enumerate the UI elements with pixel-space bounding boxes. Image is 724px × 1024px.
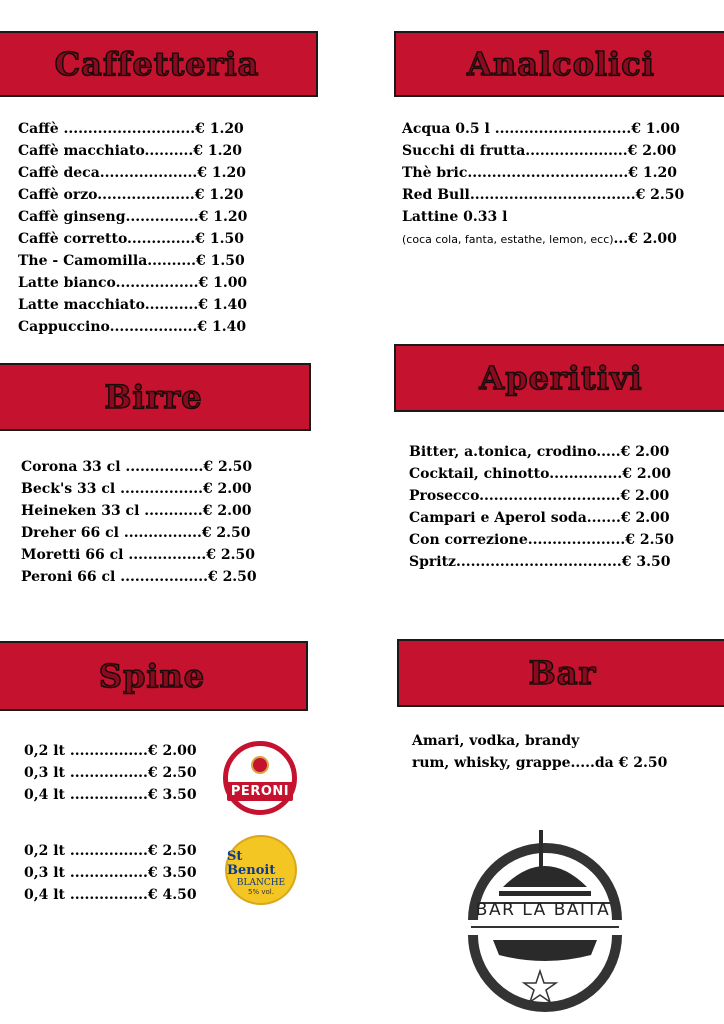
- list-item: Caffè orzo....................€ 1.20: [18, 187, 244, 203]
- stbenoit-logo-abv: 5% vol.: [248, 888, 274, 896]
- aperitivi-title: Aperitivi: [479, 359, 643, 397]
- list-item: Succhi di frutta.....................€ 2.00: [402, 143, 677, 159]
- peroni-logo-text: PERONI: [227, 782, 293, 801]
- list-item: Red Bull..................................€ 2.50: [402, 187, 685, 203]
- list-item: 0,2 lt ................€ 2.50: [24, 843, 197, 859]
- birre-banner: [0, 363, 311, 431]
- bar-list: [412, 730, 667, 774]
- aperitivi-list: [409, 441, 674, 573]
- list-item: 0,4 lt ................€ 3.50: [24, 787, 197, 803]
- list-item: 0,2 lt ................€ 2.00: [24, 743, 197, 759]
- list-item: Cocktail, chinotto...............€ 2.00: [409, 466, 672, 482]
- spine-banner: [0, 641, 308, 711]
- list-item: Peroni 66 cl ..................€ 2.50: [21, 569, 257, 585]
- list-item: 0,3 lt ................€ 2.50: [24, 765, 197, 781]
- bar-banner: [397, 639, 724, 707]
- spine-peroni-list: [24, 740, 197, 806]
- list-item: Campari e Aperol soda.......€ 2.00: [409, 510, 670, 526]
- list-item: rum, whisky, grappe.....da € 2.50: [412, 755, 668, 771]
- stbenoit-logo-name: St Benoit: [227, 849, 276, 878]
- bar-title: Bar: [528, 654, 597, 692]
- list-item: Spritz..................................€ 3.50: [409, 554, 671, 570]
- bar-la-baita-logo: [455, 825, 635, 1015]
- stbenoit-logo-sub: BLANCHE: [236, 878, 286, 888]
- list-item: [402, 228, 684, 251]
- caffetteria-title: Caffetteria: [54, 45, 260, 83]
- list-item: Thè bric.................................€ 1.20: [402, 165, 677, 181]
- list-item: Acqua 0.5 l ............................€ 1.00: [402, 121, 680, 137]
- list-item: Bitter, a.tonica, crodino.....€ 2.00: [409, 444, 670, 460]
- peroni-logo: [223, 741, 297, 815]
- caffetteria-banner: [0, 31, 318, 97]
- analcolici-title: Analcolici: [467, 45, 655, 83]
- list-item: Cappuccino..................€ 1.40: [18, 319, 247, 335]
- list-item: Caffè corretto..............€ 1.50: [18, 231, 244, 247]
- aperitivi-banner: [394, 344, 724, 412]
- list-item: Beck's 33 cl .................€ 2.00: [21, 481, 252, 497]
- list-item: Caffè ...........................€ 1.20: [18, 121, 244, 137]
- list-item: Con correzione....................€ 2.50: [409, 532, 674, 548]
- list-item: Latte macchiato...........€ 1.40: [18, 297, 248, 313]
- list-item: The - Camomilla..........€ 1.50: [18, 253, 245, 269]
- list-item: 0,4 lt ................€ 4.50: [24, 887, 197, 903]
- star-icon: [524, 971, 556, 1002]
- list-item: Heineken 33 cl ............€ 2.00: [21, 503, 252, 519]
- analcolici-banner: [394, 31, 724, 97]
- lattine-note: (coca cola, fanta, estathe, lemon, ecc): [402, 233, 614, 246]
- list-item: Caffè ginseng...............€ 1.20: [18, 209, 248, 225]
- list-item: Caffè macchiato..........€ 1.20: [18, 143, 242, 159]
- peroni-emblem-icon: [251, 756, 269, 774]
- list-item: Dreher 66 cl ................€ 2.50: [21, 525, 251, 541]
- lattine-price: ...€ 2.00: [613, 231, 677, 247]
- list-item: Prosecco.............................€ 2.00: [409, 488, 670, 504]
- list-item: Amari, vodka, brandy: [412, 733, 580, 749]
- bar-la-baita-text: BAR LA BAITA: [475, 900, 611, 920]
- caffetteria-list: [18, 118, 247, 338]
- list-item: 0,3 lt ................€ 3.50: [24, 865, 197, 881]
- birre-list: [21, 456, 257, 588]
- list-item: Latte bianco.................€ 1.00: [18, 275, 248, 291]
- list-item: Lattine 0.33 l: [402, 209, 508, 225]
- list-item: Moretti 66 cl ................€ 2.50: [21, 547, 256, 563]
- birre-title: Birre: [104, 378, 203, 416]
- stbenoit-logo: [225, 835, 297, 905]
- analcolici-list: [402, 118, 684, 251]
- spine-stbenoit-list: [24, 840, 197, 906]
- list-item: Caffè deca....................€ 1.20: [18, 165, 246, 181]
- spine-title: Spine: [98, 657, 206, 695]
- list-item: Corona 33 cl ................€ 2.50: [21, 459, 253, 475]
